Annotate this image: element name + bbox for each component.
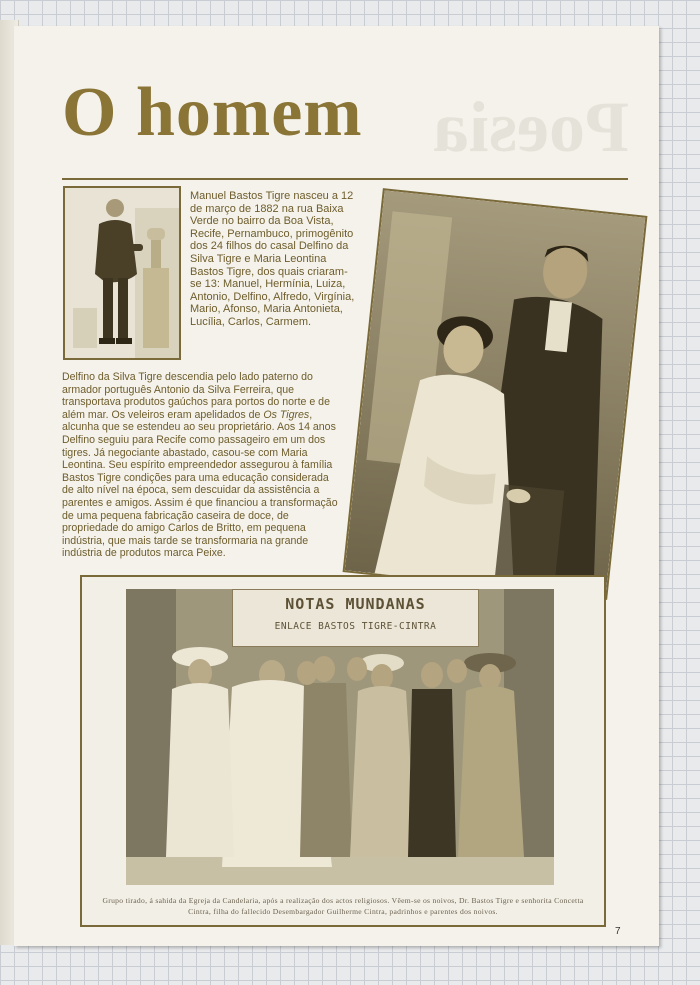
biography-paragraph [62, 371, 340, 560]
biography-italic-term: Os Tigres [263, 408, 310, 421]
biography-text-part-1: Delfino da Silva Tigre descendia pelo lado paterno do armador português Antonio da Silva Ferreira, que transportava produtos gaúchos para portos do norte e de além mar. Os veleiros eram apelidados de [62, 371, 330, 421]
magazine-page [14, 26, 659, 946]
page-number: 7 [615, 926, 621, 937]
intro-paragraph: Manuel Bastos Tigre nasceu a 12 de março de 1882 na rua Baixa Verde no bairro da Boa Vista, Recife, Pernambuco, primogênito dos 24 filhos do casal Delfino da Silva Tigre e Maria Leontina Bastos Tigre, dos quais criaram-se 13: Manuel, Hermínia, Luiza, Antonio, Delfino, Alfredo, Virgínia, Mario, Afonso, Maria Antonieta, Lucília, Carlos, Carmem. [190, 190, 355, 328]
couple-portrait-photo [343, 188, 648, 600]
wedding-photo-panel [80, 575, 606, 927]
title-rule [62, 178, 628, 180]
page-title: O homem [62, 74, 363, 151]
banner-subtitle: ENLACE BASTOS TIGRE-CINTRA [274, 621, 437, 632]
show-through-text: Poesia [433, 87, 629, 167]
wedding-banner [232, 589, 479, 647]
banner-title: NOTAS MUNDANAS [285, 595, 426, 613]
couple-portrait-illustration [345, 190, 645, 597]
childhood-portrait-photo [63, 186, 181, 360]
childhood-portrait-illustration [65, 188, 179, 358]
wedding-photo-caption: Grupo tirado, á sahida da Egreja da Candelaria, após a realização dos actos religiosos. Vêem-se os noivos, Dr. Bastos Tigre e senhorita Concetta Cintra, filha do fallecido Desembargador Guilherme Cintra, padrinhos e parentes dos noivos. [102, 896, 584, 916]
biography-text-part-2: , alcunha que se estendeu ao seu proprietário. Aos 14 anos Delfino seguiu para Recife como passageiro em um dos tigres. Já negociante abastado, casou-se com Maria Leontina. Seu espírito empreendedor assegurou à família Bastos Tigre condições para uma educação considerada de alto nível na época, sem descuidar da assistência a parentes e amigos. Assim é que financiou a transformação de uma pequena fabricação caseira de doce, de propriedade do amigo Carlos de Britto, em pequena indústria, que mais tarde se transformaria na grande indústria de produtos marca Peixe. [62, 408, 338, 560]
